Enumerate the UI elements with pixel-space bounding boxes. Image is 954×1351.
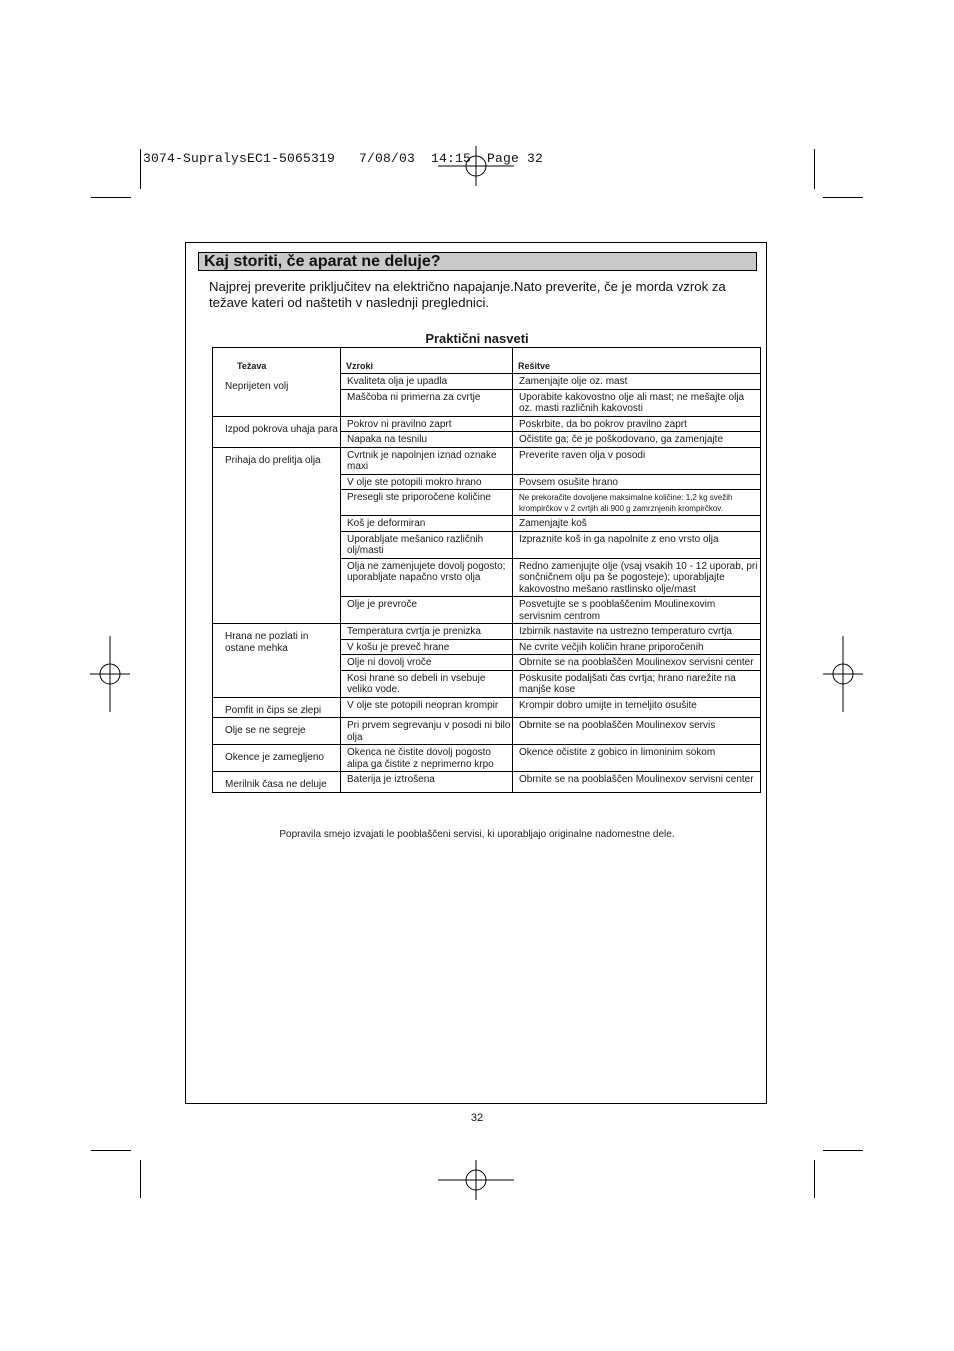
crop-mark-bottom-right-h [823,1150,863,1151]
cause-cell: Kosi hrane so debeli in vsebuje veliko vode. [341,670,513,697]
cause-cell: Olja ne zamenjujete dovolj pogosto; uporabljate napačno vrsto olja [341,558,513,597]
cause-cell: Baterija je iztrošena [341,772,513,793]
solution-cell: Obrnite se na pooblaščen Moulinexov servisni center [513,772,761,793]
problem-cell: Pomfit in čips se zlepi [213,697,341,718]
problem-cell: Neprijeten volj [225,380,289,392]
cause-cell: Okenca ne čistite dovolj pogosto alipa ga čistite z neprimerno krpo [341,745,513,772]
cause-cell: Temperatura cvrtja je prenizka [341,624,513,640]
header-solutions: Rešitve [513,348,761,374]
cause-cell: V košu je preveč hrane [341,639,513,655]
problem-cell: Olje se ne segreje [213,718,341,745]
cause-cell: Olje je prevroče [341,597,513,624]
intro-text: Najprej preverite priključitev na električno napajanje.Nato preverite, če je morda vzrok za težave kateri od naštetih v naslednji preglednici. [209,279,726,310]
page-title: Kaj storiti, če aparat ne deluje? [198,252,757,271]
problem-cell: Hrana ne pozlati in ostane mehka [213,624,341,698]
table-row [213,624,761,640]
table-header-row [213,348,761,374]
problem-cell: Okence je zamegljeno [213,745,341,772]
table-row [213,416,761,432]
solution-cell: Izpraznite koš in ga napolnite z eno vrsto olja [513,531,761,558]
cause-cell: Napaka na tesnilu [341,432,513,448]
registration-mark-bottom-icon [438,1142,514,1218]
footnote: Popravila smejo izvajati le pooblaščeni servisi, ki uporabljajo originalne nadomestne dele. [279,829,675,840]
section-title: Praktični nasveti [425,331,529,346]
solution-cell: Izbirnik nastavite na ustrezno temperaturo cvrtja [513,624,761,640]
cause-cell: Maščoba ni primerna za cvrtje [341,389,513,416]
solution-cell: Poskrbite, da bo pokrov pravilno zaprt [513,416,761,432]
table-row [213,447,761,474]
solution-cell: Uporabite kakovostno olje ali mast; ne mešajte olja oz. masti različnih kakovosti [513,389,761,416]
registration-mark-top-icon [438,128,514,204]
problem-cell: Izpod pokrova uhaja para [213,416,341,447]
table-row [213,718,761,745]
cause-cell: Pokrov ni pravilno zaprt [341,416,513,432]
section-title-wrap [0,330,954,348]
registration-mark-right-icon [805,636,881,712]
solution-cell: Redno zamenjujte olje (vsaj vsakih 10 - 12 uporab, pri sončničnem olju pa še pogosteje); uporabljajte kakovostno mešano rastlinsko olje/mast [513,558,761,597]
crop-mark-bottom-right-v [814,1160,815,1198]
print-slug: 3074-SupralysEC1-5065319 7/08/03 14:15 Page 32 [143,151,544,166]
solution-cell: Posvetujte se s pooblaščenim Moulinexovim servisnim centrom [513,597,761,624]
cause-cell: Kvaliteta olja je upadla [341,374,513,390]
crop-mark-bottom-left-v [140,1160,141,1198]
cause-cell: V olje ste potopili mokro hrano [341,474,513,490]
solution-cell: Obrnite se na pooblaščen Moulinexov servisni center [513,655,761,671]
solution-cell: Ne prekoračite dovoljene maksimalne količine: 1,2 kg svežih krompirčkov v 2 cvrtjih ali 900 g zamrznjenih krompirčkov. [513,490,761,516]
page-number: 32 [470,1112,484,1124]
header-causes: Vzroki [341,348,513,374]
cause-cell: Presegli ste priporočene količine [341,490,513,516]
problem-cell: Merilnik časa ne deluje [213,772,341,793]
registration-mark-left-icon [72,636,148,712]
cause-cell: Pri prvem segrevanju v posodi ni bilo olja [341,718,513,745]
crop-mark-top-right-v [814,149,815,189]
table-row [213,374,761,390]
solution-cell: Povsem osušite hrano [513,474,761,490]
header-problem: Težava [237,361,267,371]
solution-cell: Zamenjajte olje oz. mast [513,374,761,390]
crop-mark-top-right-h [823,197,863,198]
troubleshooting-table [212,347,761,793]
solution-cell: Zamenjajte koš [513,516,761,532]
table-row [213,772,761,793]
solution-cell: Obrnite se na pooblaščen Moulinexov servis [513,718,761,745]
cause-cell: Uporabljate mešanico različnih olj/masti [341,531,513,558]
solution-cell: Poskusite podaljšati čas cvrtja; hrano narežite na manjše kose [513,670,761,697]
solution-cell: Preverite raven olja v posodi [513,447,761,474]
cause-cell: V olje ste potopili neopran krompir [341,697,513,718]
crop-mark-top-left-v [140,149,141,189]
table-row [213,745,761,772]
solution-cell: Ne cvrite večjih količin hrane priporočenih [513,639,761,655]
crop-mark-top-left-h [91,197,131,198]
crop-mark-bottom-left-h [91,1150,131,1151]
cause-cell: Koš je deformiran [341,516,513,532]
solution-cell: Očistite ga; če je poškodovano, ga zamenjajte [513,432,761,448]
cause-cell: Cvrtnik je napolnjen iznad oznake maxi [341,447,513,474]
solution-cell: Okence očistite z gobico in limoninim sokom [513,745,761,772]
cause-cell: Olje ni dovolj vroče [341,655,513,671]
table-row [213,697,761,718]
solution-cell: Krompir dobro umijte in temeljito osušite [513,697,761,718]
table-body [213,374,761,793]
problem-cell: Prihaja do prelitja olja [213,447,341,624]
